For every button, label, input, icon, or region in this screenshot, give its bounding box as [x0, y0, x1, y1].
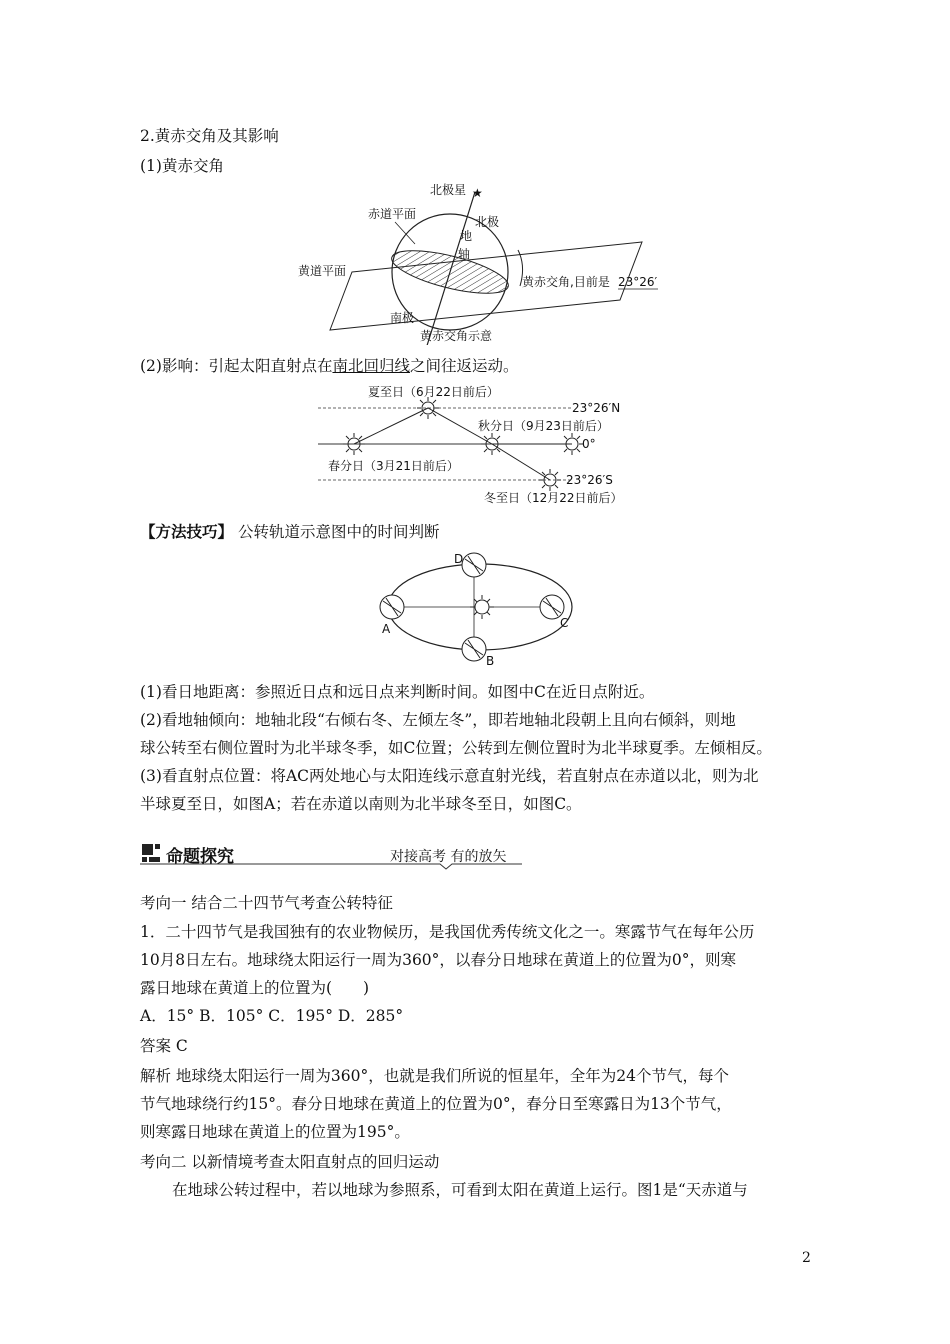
- orbit-label-a: A: [382, 622, 391, 636]
- ecliptic-plane-label: 黄道平面: [298, 264, 347, 278]
- obliquity-diagram: [290, 180, 690, 345]
- summer-label: 夏至日（6月22日前后）: [368, 385, 499, 399]
- method-title: 公转轨道示意图中的时间判断: [237, 523, 440, 541]
- banner-icon: [142, 844, 160, 862]
- equator-plane-label: 赤道平面: [368, 207, 417, 221]
- method-heading: [140, 522, 439, 542]
- impact-suffix: 之间往返运动。: [409, 357, 519, 375]
- intro-paragraph: 在地球公转过程中，若以地球为参照系，可看到太阳在黄道上运行。图1是“天赤道与: [172, 1181, 748, 1199]
- question-1-line-2: 10月8日左右。地球绕太阳运行一周为360°，以春分日地球在黄道上的位置为0°，则寒: [140, 951, 737, 969]
- north-pole-label: 北极: [475, 215, 500, 229]
- method-point-3b: 半球夏至日，如图A；若在赤道以南则为北半球冬至日，如图C。: [140, 795, 582, 813]
- analysis-line-3: 则寒露日地球在黄道上的位置为195°。: [140, 1123, 410, 1141]
- method-point-2b: 球公转至右侧位置时为北半球冬季，如C位置；公转到左侧位置时为北半球夏季。左倾相反。: [140, 739, 772, 757]
- equator-label: 0°: [582, 437, 596, 451]
- winter-label: 冬至日（12月22日前后）: [484, 491, 623, 505]
- autumn-label: 秋分日（9月23日前后）: [478, 419, 609, 433]
- fig1-caption: 黄赤交角示意: [420, 329, 493, 343]
- method-tag: 【方法技巧】: [140, 523, 234, 541]
- spring-label: 春分日（3月21日前后）: [328, 459, 459, 473]
- south-pole-label: 南极: [390, 311, 415, 325]
- analysis-line-2: 节气地球绕行约15°。春分日地球在黄道上的位置为0°，春分日至寒露日为13个节气，: [140, 1095, 732, 1113]
- earth-d-icon: [462, 553, 486, 577]
- axis-label-2: 轴: [458, 247, 471, 261]
- banner-divider: [140, 862, 522, 870]
- impact-prefix: (2)影响：引起太阳直射点在: [140, 357, 333, 375]
- question-1-line-3: 露日地球在黄道上的位置为( ): [140, 979, 370, 997]
- page-number: 2: [802, 1250, 811, 1266]
- method-point-1: (1)看日地距离：参照近日点和远日点来判断时间。如图中C在近日点附近。: [140, 683, 655, 701]
- north-latitude-label: 23°26′N: [572, 401, 621, 415]
- impact-paragraph: [140, 356, 519, 376]
- earth-b-icon: [462, 637, 486, 661]
- earth-a-icon: [380, 595, 404, 619]
- angle-value: 23°26′: [618, 275, 658, 289]
- north-star-icon: ★: [472, 186, 483, 200]
- orbit-label-c: C: [560, 616, 569, 630]
- direction-1: 考向一 结合二十四节气考查公转特征: [140, 894, 393, 912]
- impact-tropics: 南北回归线: [332, 357, 410, 375]
- south-latitude-label: 23°26′S: [566, 473, 613, 487]
- revolution-orbit-diagram: [370, 545, 590, 675]
- orbit-label-b: B: [486, 654, 495, 668]
- subheading-obliquity: (1)黄赤交角: [140, 157, 224, 175]
- north-star-label: 北极星: [430, 183, 467, 197]
- answer: 答案 C: [140, 1037, 188, 1055]
- method-point-3a: (3)看直射点位置：将AC两处地心与太阳连线示意直射光线，若直射点在赤道以北，则为北: [140, 767, 759, 785]
- direction-2: 考向二 以新情境考查太阳直射点的回归运动: [140, 1153, 440, 1171]
- subsolar-migration-diagram: [310, 380, 670, 510]
- analysis-line-1: 解析 地球绕太阳运行一周为360°，也就是我们所说的恒星年，全年为24个节气，每个: [140, 1067, 729, 1085]
- section-title: 2.黄赤交角及其影响: [140, 127, 279, 145]
- banner-subtitle: 对接高考 有的放矢: [390, 849, 507, 865]
- orbit-label-d: D: [454, 552, 464, 566]
- banner-title: 命题探究: [166, 847, 234, 867]
- angle-label: 黄赤交角,目前是: [522, 275, 610, 289]
- question-1-options: A．15° B．105° C．195° D．285°: [140, 1007, 404, 1025]
- axis-label-1: 地: [460, 229, 473, 243]
- method-point-2a: (2)看地轴倾向：地轴北段“右倾右冬、左倾左冬”，即若地轴北段朝上且向右倾斜，则地: [140, 711, 736, 729]
- question-1-line-1: 1．二十四节气是我国独有的农业物候历，是我国优秀传统文化之一。寒露节气在每年公历: [140, 923, 755, 941]
